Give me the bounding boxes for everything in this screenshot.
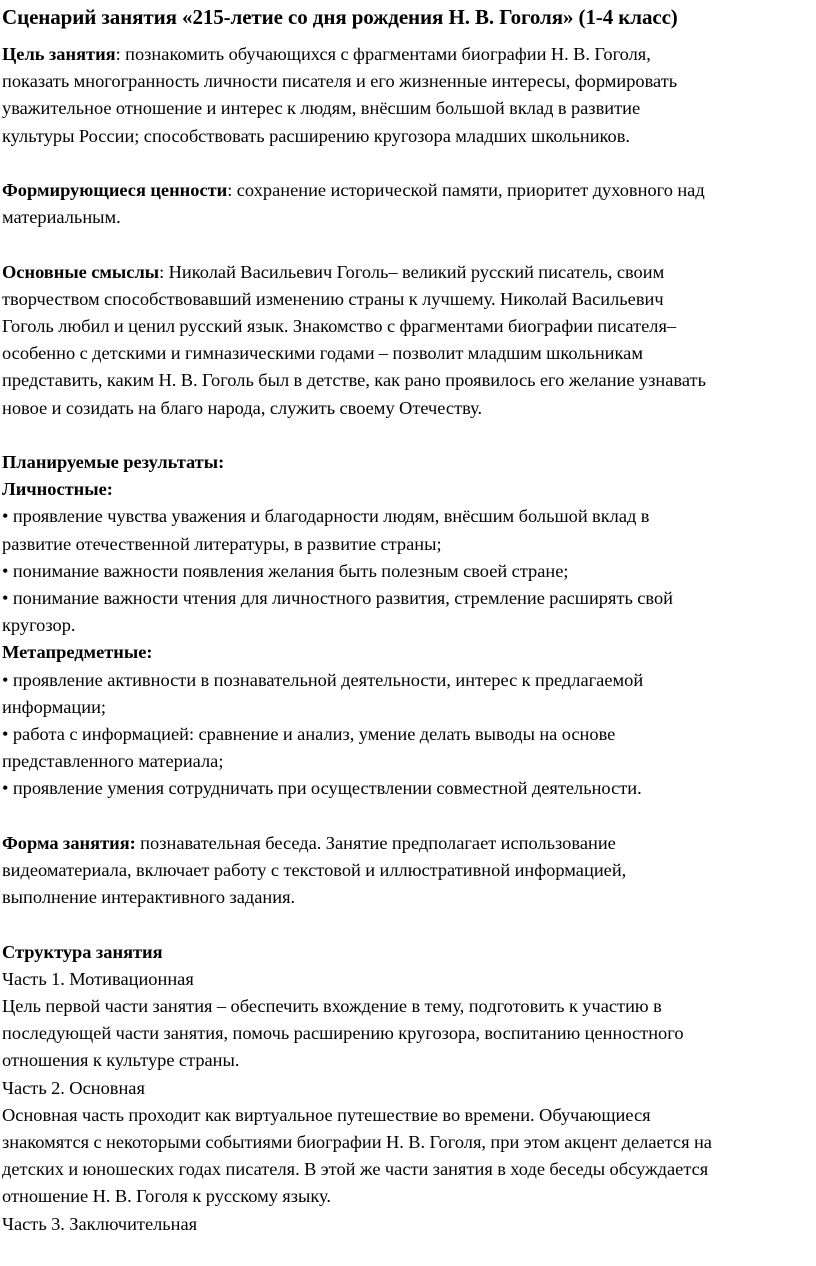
paragraph-gap <box>2 803 816 830</box>
results-section <box>2 449 816 803</box>
part1-line: Цель первой части занятия – обеспечить вхождение в тему, подготовить к участию в <box>2 996 662 1017</box>
paragraph-gap <box>2 911 816 938</box>
personal-line: развитие отечественной литературы, в развитие страны; <box>2 533 442 554</box>
results-heading: Планируемые результаты: <box>2 452 225 472</box>
meta-line: • проявление умения сотрудничать при осуществлении совместной деятельности. <box>2 778 642 799</box>
form-paragraph <box>2 830 816 912</box>
meta-line: представленного материала; <box>2 751 224 772</box>
part2-line: знакомятся с некоторыми событиями биографии Н. В. Гоголя, при этом акцент делается на <box>2 1132 712 1153</box>
document-body <box>2 41 816 1238</box>
values-paragraph <box>2 177 816 231</box>
goal-paragraph <box>2 41 816 150</box>
meta-line: • проявление активности в познавательной деятельности, интерес к предлагаемой <box>2 669 644 690</box>
form-label: Форма занятия: <box>2 832 136 853</box>
meanings-line: новое и созидать на благо народа, служить своему Отечеству. <box>2 397 483 418</box>
part2-line: детских и юношеских годах писателя. В этой же части занятия в ходе беседы обсуждается <box>2 1159 709 1180</box>
structure-section <box>2 939 816 1238</box>
meta-line: информации; <box>2 696 107 717</box>
paragraph-gap <box>2 422 816 449</box>
goal-line: культуры России; способствовать расширению кругозора младших школьников. <box>2 125 631 146</box>
goal-label: Цель занятия <box>2 44 116 64</box>
form-line: познавательная беседа. Занятие предполагает использование <box>135 832 616 853</box>
paragraph-gap <box>2 150 816 177</box>
goal-line: уважительное отношение и интерес к людям, внёсшим большой вклад в развитие <box>2 98 641 119</box>
goal-line: : познакомить обучающихся с фрагментами биографии Н. В. Гоголя, <box>115 44 651 64</box>
personal-heading: Личностные: <box>2 479 113 500</box>
meanings-line: творчеством способствовавший изменению страны к лучшему. Николай Васильевич <box>2 288 664 309</box>
part1-line: последующей части занятия, помочь расширению кругозора, воспитанию ценностного <box>2 1023 684 1044</box>
meta-line: • работа с информацией: сравнение и анализ, умение делать выводы на основе <box>2 724 616 745</box>
document-title: Сценарий занятия «215-летие со дня рождения Н. В. Гоголя» (1-4 класс) <box>2 5 678 29</box>
personal-line: кругозор. <box>2 615 76 636</box>
meanings-label: Основные смыслы <box>2 261 160 282</box>
paragraph-gap <box>2 231 816 258</box>
goal-line: показать многогранность личности писателя и его жизненные интересы, формировать <box>2 71 678 92</box>
part1-line: отношения к культуре страны. <box>2 1050 240 1071</box>
personal-line: • понимание важности появления желания быть полезным своей стране; <box>2 560 569 581</box>
values-label: Формирующиеся ценности <box>2 180 228 200</box>
meanings-paragraph <box>2 259 816 422</box>
meanings-line: особенно с детскими и гимназическими годами – позволит младшим школьникам <box>2 343 643 364</box>
structure-heading: Структура занятия <box>2 941 163 962</box>
part2-title: Часть 2. Основная <box>2 1077 145 1098</box>
personal-line: • проявление чувства уважения и благодарности людям, внёсшим большой вклад в <box>2 506 650 527</box>
personal-line: • понимание важности чтения для личностного развития, стремление расширять свой <box>2 588 674 609</box>
values-line: материальным. <box>2 207 121 228</box>
part3-title: Часть 3. Заключительная <box>2 1213 198 1234</box>
form-line: видеоматериала, включает работу с текстовой и иллюстративной информацией, <box>2 860 627 881</box>
part2-line: Основная часть проходит как виртуальное путешествие во времени. Обучающиеся <box>2 1104 651 1125</box>
part2-line: отношение Н. В. Гоголя к русскому языку. <box>2 1186 332 1207</box>
form-line: выполнение интерактивного задания. <box>2 887 296 908</box>
meanings-line: Гоголь любил и ценил русский язык. Знакомство с фрагментами биографии писателя– <box>2 316 677 336</box>
meanings-line: представить, каким Н. В. Гоголь был в детстве, как рано проявилось его желание узнавать <box>2 370 706 391</box>
meanings-line: : Николай Васильевич Гоголь– великий русский писатель, своим <box>159 261 665 282</box>
values-line: : сохранение исторической памяти, приоритет духовного над <box>227 180 705 200</box>
part1-title: Часть 1. Мотивационная <box>2 968 194 989</box>
meta-heading: Метапредметные: <box>2 642 153 663</box>
